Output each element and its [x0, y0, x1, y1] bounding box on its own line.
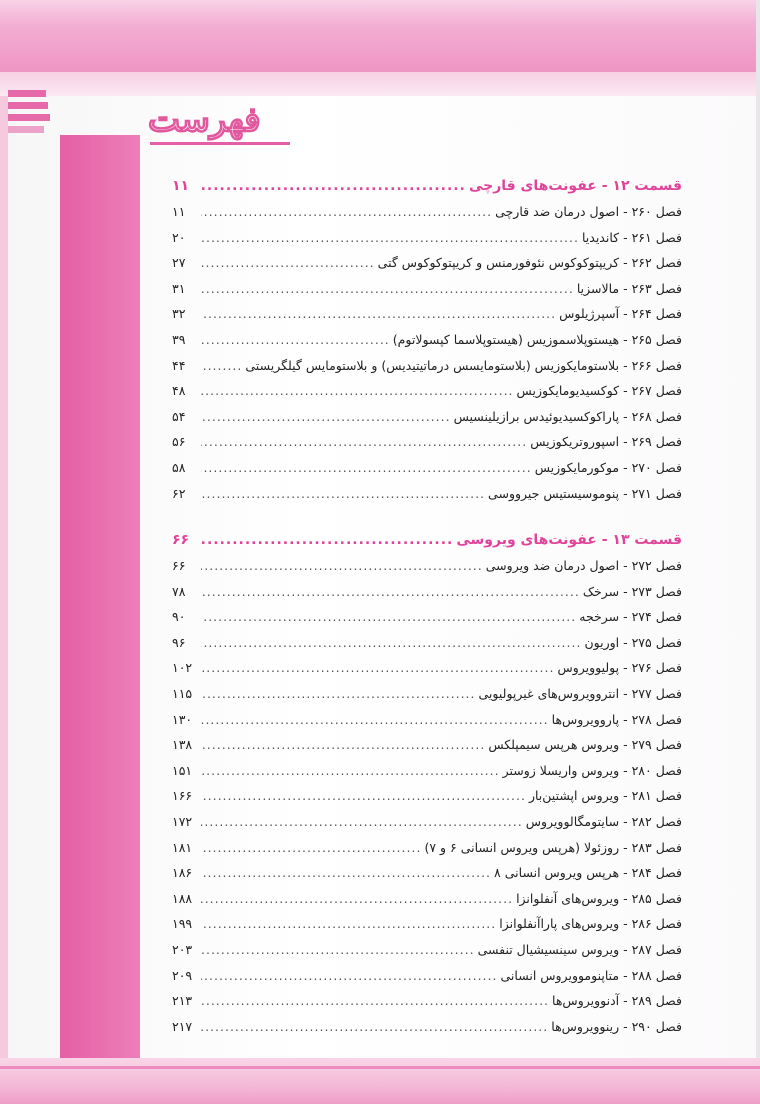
- decorative-stripe: [8, 90, 46, 97]
- leader-dots: [201, 230, 579, 245]
- chapter-title: فصل ۲۶۰ - اصول درمان ضد قارچی: [495, 204, 682, 219]
- leader-dots: [201, 1019, 548, 1034]
- toc-entry[interactable]: [172, 409, 682, 435]
- chapter-title: فصل ۲۷۲ - اصول درمان ضد ویروسی: [485, 558, 682, 573]
- left-edge-strip: [0, 0, 8, 1104]
- page-number: ۵۴: [172, 408, 186, 424]
- chapter-title: فصل ۲۸۴ - هرپس ویروس انسانی ۸: [494, 865, 682, 881]
- leader-dots: [201, 486, 485, 501]
- toc-entry[interactable]: [172, 434, 682, 460]
- chapter-title: فصل ۲۸۷ - ویروس سینسیشیال تنفسی: [477, 941, 682, 957]
- toc-entry[interactable]: [172, 814, 682, 840]
- toc-entry[interactable]: [172, 891, 682, 917]
- leader-dots: [201, 584, 580, 599]
- chapter-title: فصل ۲۷۷ - انتروویروس‌های غیرپولیویی: [478, 685, 682, 701]
- page-number: ۱۳۸: [172, 737, 193, 753]
- page-number: ۱۱۵: [172, 685, 193, 701]
- section-page-number: ۶۶: [172, 532, 190, 548]
- page-number: ۳۲: [172, 306, 186, 322]
- chapter-title: فصل ۲۷۹ - ویروس هرپس سیمپلکس: [488, 737, 682, 753]
- chapter-title: فصل ۲۷۸ - پاروویروس‌ها: [551, 711, 682, 727]
- page-number: ۹۶: [172, 634, 186, 650]
- page-number: ۱۶۶: [172, 788, 193, 804]
- leader-dots: [201, 204, 492, 219]
- leader-dots: [201, 281, 574, 296]
- chapter-title: فصل ۲۶۵ - هیستوپلاسموزیس (هیستوپلاسما کپسولاتوم): [392, 331, 682, 347]
- chapter-title: فصل ۲۶۷ - کوکسیدیومایکوزیس: [516, 383, 682, 399]
- chapter-title: فصل ۲۶۳ - مالاسزیا: [576, 280, 682, 296]
- page-number: ۳۹: [172, 331, 186, 347]
- leader-dots: [201, 178, 466, 194]
- leader-dots: [201, 332, 390, 347]
- page-number: ۱۵۱: [172, 762, 193, 778]
- pink-side-bar: [60, 135, 140, 1104]
- bottom-decorative-band: [0, 1058, 760, 1104]
- toc-entry[interactable]: [172, 306, 682, 332]
- chapter-title: فصل ۲۷۰ - موکورمایکوزیس: [534, 459, 682, 475]
- leader-dots: [201, 891, 513, 906]
- title-underline: [150, 142, 290, 145]
- toc-entry[interactable]: [172, 230, 682, 256]
- chapter-title: فصل ۲۶۲ - کریپتوکوکوس نئوفورمنس و کریپتوکوکوس گتی: [377, 255, 682, 271]
- page-number: ۱۸۱: [172, 839, 193, 855]
- leader-dots: [201, 306, 556, 321]
- page-number: ۲۱۷: [172, 1018, 193, 1034]
- page-number: ۲۱۳: [172, 993, 193, 1009]
- page-number: ۱۳۰: [172, 711, 193, 727]
- leader-dots: [201, 660, 554, 675]
- chapter-title: فصل ۲۷۶ - پولیوویروس: [557, 660, 682, 676]
- leader-dots: [201, 409, 451, 424]
- top-decorative-band: [0, 0, 760, 72]
- leader-dots: [201, 712, 549, 727]
- leader-dots: [201, 763, 500, 778]
- toc-entry[interactable]: [172, 865, 682, 891]
- page-number: ۱۸۶: [172, 865, 193, 881]
- leader-dots: [201, 993, 549, 1008]
- right-page-edge: [756, 0, 760, 1104]
- toc-entry[interactable]: [172, 942, 682, 968]
- page-number: ۱۱: [172, 204, 186, 219]
- leader-dots: [201, 788, 526, 803]
- toc-entry[interactable]: [172, 383, 682, 409]
- page-number: ۲۷: [172, 255, 186, 271]
- toc-entry[interactable]: [172, 916, 682, 942]
- toc-entry[interactable]: [172, 358, 682, 384]
- section-heading[interactable]: [172, 532, 682, 558]
- toc-entry[interactable]: [172, 332, 682, 358]
- page-number: ۲۰۳: [172, 941, 193, 957]
- page-number: ۴۸: [172, 383, 186, 399]
- leader-dots: [201, 968, 497, 983]
- toc-entry[interactable]: [172, 788, 682, 814]
- page-number: ۹۰: [172, 609, 186, 625]
- page-number: ۲۰۹: [172, 967, 193, 983]
- chapter-title: فصل ۲۶۱ - کاندیدیا: [581, 229, 682, 245]
- page-number: ۱۹۹: [172, 916, 193, 932]
- chapter-title: فصل ۲۹۰ - رینوویروس‌ها: [551, 1018, 682, 1034]
- page-number: ۶۶: [172, 558, 186, 573]
- leader-dots: [201, 255, 375, 270]
- toc-entry[interactable]: [172, 281, 682, 307]
- toc-entry[interactable]: [172, 1019, 682, 1045]
- leader-dots: [201, 814, 523, 829]
- leader-dots: [201, 532, 453, 548]
- leader-dots: [201, 635, 581, 650]
- toc-entry[interactable]: [172, 840, 682, 866]
- toc-entry[interactable]: [172, 993, 682, 1019]
- toc-entry[interactable]: [172, 635, 682, 661]
- chapter-title: فصل ۲۷۱ - پنوموسیستیس جیرووسی: [488, 485, 682, 501]
- chapter-title: فصل ۲۸۱ - ویروس اپشتین‌بار: [528, 788, 682, 804]
- page-number: ۵۸: [172, 459, 186, 475]
- toc-entry[interactable]: [172, 763, 682, 789]
- toc-entry[interactable]: [172, 660, 682, 686]
- leader-dots: [201, 460, 532, 475]
- chapter-title: فصل ۲۸۲ - سایتومگالوویروس: [525, 813, 682, 829]
- toc-entry[interactable]: [172, 486, 682, 512]
- section-heading-text: قسمت ۱۳ - عفونت‌های ویروسی: [456, 532, 682, 548]
- section-page-number: ۱۱: [172, 178, 190, 194]
- page-number: ۱۷۲: [172, 813, 193, 829]
- leader-dots: [201, 609, 576, 624]
- toc-entry[interactable]: [172, 460, 682, 486]
- toc-entry[interactable]: [172, 558, 682, 584]
- chapter-title: فصل ۲۶۹ - اسپوروتریکوزیس: [530, 434, 682, 450]
- toc-section-13: [172, 532, 682, 1044]
- top-decorative-band-light: [0, 72, 760, 96]
- toc-entry[interactable]: [172, 255, 682, 281]
- toc-entry[interactable]: [172, 712, 682, 738]
- chapter-title: فصل ۲۸۸ - متاپنوموویروس انسانی: [500, 967, 682, 983]
- decorative-stripe: [8, 102, 48, 109]
- chapter-title: فصل ۲۸۰ - ویروس واریسلا زوستر: [502, 762, 682, 778]
- page-number: ۱۰۲: [172, 660, 193, 676]
- decorative-stripe: [8, 114, 50, 121]
- leader-dots: [201, 865, 491, 880]
- page-number: ۷۸: [172, 583, 186, 599]
- section-heading[interactable]: [172, 178, 682, 204]
- leader-dots: [201, 358, 242, 373]
- section-heading-text: قسمت ۱۲ - عفونت‌های قارچی: [468, 178, 682, 194]
- page-number: ۱۸۸: [172, 890, 193, 906]
- leader-dots: [201, 434, 527, 449]
- bottom-decorative-line: [0, 1066, 760, 1069]
- leader-dots: [201, 942, 475, 957]
- chapter-title: فصل ۲۸۵ - ویروس‌های آنفلوانزا: [516, 890, 682, 906]
- chapter-title: فصل ۲۶۴ - آسپرژیلوس: [559, 306, 682, 322]
- leader-dots: [201, 916, 496, 931]
- toc-section-12: [172, 178, 682, 511]
- chapter-title: فصل ۲۷۴ - سرخجه: [579, 609, 682, 625]
- chapter-title: فصل ۲۶۶ - بلاستومایکوزیس (بلاستومایسس درماتیتیدیس) و بلاستومایس گیلگریستی: [245, 357, 682, 373]
- leader-dots: [201, 840, 421, 855]
- leader-dots: [201, 686, 476, 701]
- chapter-title: فصل ۲۸۳ - روزئولا (هرپس ویروس انسانی ۶ و ۷): [424, 839, 682, 855]
- page-title: فهرست: [148, 100, 261, 140]
- chapter-title: فصل ۲۸۶ - ویروس‌های پاراآنفلوانزا: [499, 916, 682, 932]
- toc-entry[interactable]: [172, 204, 682, 230]
- leader-dots: [201, 737, 485, 752]
- toc-entry[interactable]: [172, 968, 682, 994]
- toc-entry[interactable]: [172, 737, 682, 763]
- chapter-title: فصل ۲۷۳ - سرخک: [582, 583, 682, 599]
- leader-dots: [201, 558, 483, 573]
- toc-entry[interactable]: [172, 584, 682, 610]
- chapter-title: فصل ۲۷۵ - اوریون: [584, 634, 682, 650]
- page-number: ۵۶: [172, 434, 186, 450]
- page-number: ۲۰: [172, 229, 186, 245]
- leader-dots: [201, 383, 514, 398]
- page-number: ۶۲: [172, 485, 186, 501]
- page-number: ۳۱: [172, 280, 186, 296]
- toc-entry[interactable]: [172, 609, 682, 635]
- decorative-stripe: [8, 126, 44, 133]
- chapter-title: فصل ۲۸۹ - آدنوویروس‌ها: [552, 993, 682, 1009]
- chapter-title: فصل ۲۶۸ - پاراکوکسیدیوئیدس برازیلینسیس: [453, 408, 682, 424]
- toc-entry[interactable]: [172, 686, 682, 712]
- page-number: ۴۴: [172, 357, 186, 373]
